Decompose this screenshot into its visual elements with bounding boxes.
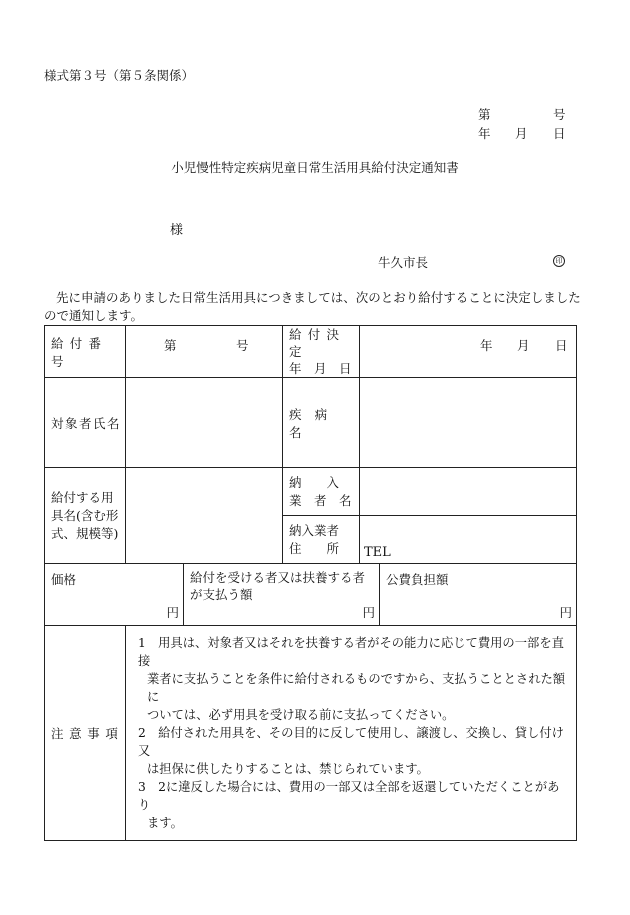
date-tsuki: 月 (515, 126, 528, 141)
label-chui: 注意事項 (45, 626, 126, 841)
field-shiharai (184, 564, 380, 626)
number-go: 号 (553, 107, 566, 122)
note-item-3: 3 2に違反した場合には、費用の一部又は全部を返還していただくことがあり ます。 (138, 780, 560, 830)
label-kyufu-kettei: 給付決定 年 月 日 (283, 326, 360, 378)
shiharai-yen: 円 (362, 605, 376, 620)
notice-table (44, 325, 577, 841)
label-shippei: 疾病名 (283, 378, 360, 468)
addressee-suffix: 様 (170, 223, 184, 238)
row-chui (45, 626, 577, 841)
intro-text: 先に申請のありました日常生活用具につきましては、次のとおり給付することに決定しましたので通知します。 (44, 290, 581, 323)
field-kettei-date (360, 326, 577, 378)
label-kakaku: 価格 (51, 572, 77, 587)
notes-cell (126, 626, 577, 841)
note-item-1: 1 用具は、対象者又はそれを扶養する者がその能力に応じて費用の一部を直接 業者に支払うことを条件に給付されるものですから、支払うこととされた額に ついては、必ず用具を受け取る前に支払ってください。 (138, 636, 566, 722)
kettei-tsuki: 月 (517, 338, 530, 353)
field-bango-dai: 第 (164, 338, 177, 353)
seal-mark: 印 (553, 255, 565, 267)
kohi-yen: 円 (559, 605, 573, 620)
field-taishosha (126, 378, 283, 468)
field-gyosha (360, 468, 577, 516)
kettei-hi: 日 (555, 338, 568, 353)
field-kyufu-bango (126, 326, 283, 378)
row-taishosha (45, 378, 577, 468)
issuer-name: 牛久市長 (378, 255, 429, 270)
field-kohi (380, 564, 577, 626)
tel-label: TEL (364, 545, 391, 560)
field-kakaku (45, 564, 184, 626)
label-taishosha: 対象者氏名 (45, 378, 126, 468)
field-jusho (360, 516, 577, 564)
label-kohi: 公費負担額 (386, 572, 449, 587)
kettei-nen: 年 (480, 338, 493, 353)
label-jusho: 納入業者 住 所 (283, 516, 360, 564)
row-yogu-gyosha (45, 468, 577, 516)
form-number-label: 様式第３号（第５条関係） (44, 68, 195, 83)
number-dai: 第 (478, 107, 491, 122)
document-title: 小児慢性特定疾病児童日常生活用具給付決定通知書 (171, 160, 459, 175)
label-gyosha: 納 入 業 者 名 (283, 468, 360, 516)
label-kyufu-bango: 給付番号 (45, 326, 126, 378)
row-kyufu-bango (45, 326, 577, 378)
date-hi: 日 (553, 126, 566, 141)
label-yogu: 給付する用 具名(含む形 式、規模等) (45, 468, 126, 564)
field-bango-go: 号 (236, 338, 249, 353)
note-item-2: 2 給付された用具を、その目的に反して使用し、譲渡し、交換し、貸し付け又 は担保に供したりすることは、禁じられています。 (138, 726, 564, 776)
row-kakaku (45, 564, 577, 626)
field-yogu (126, 468, 283, 564)
date-nen: 年 (478, 126, 491, 141)
kakaku-yen: 円 (166, 605, 179, 620)
label-shiharai: 給付を受ける者又は扶養する者 が支払う額 (190, 570, 366, 602)
field-shippei (360, 378, 577, 468)
